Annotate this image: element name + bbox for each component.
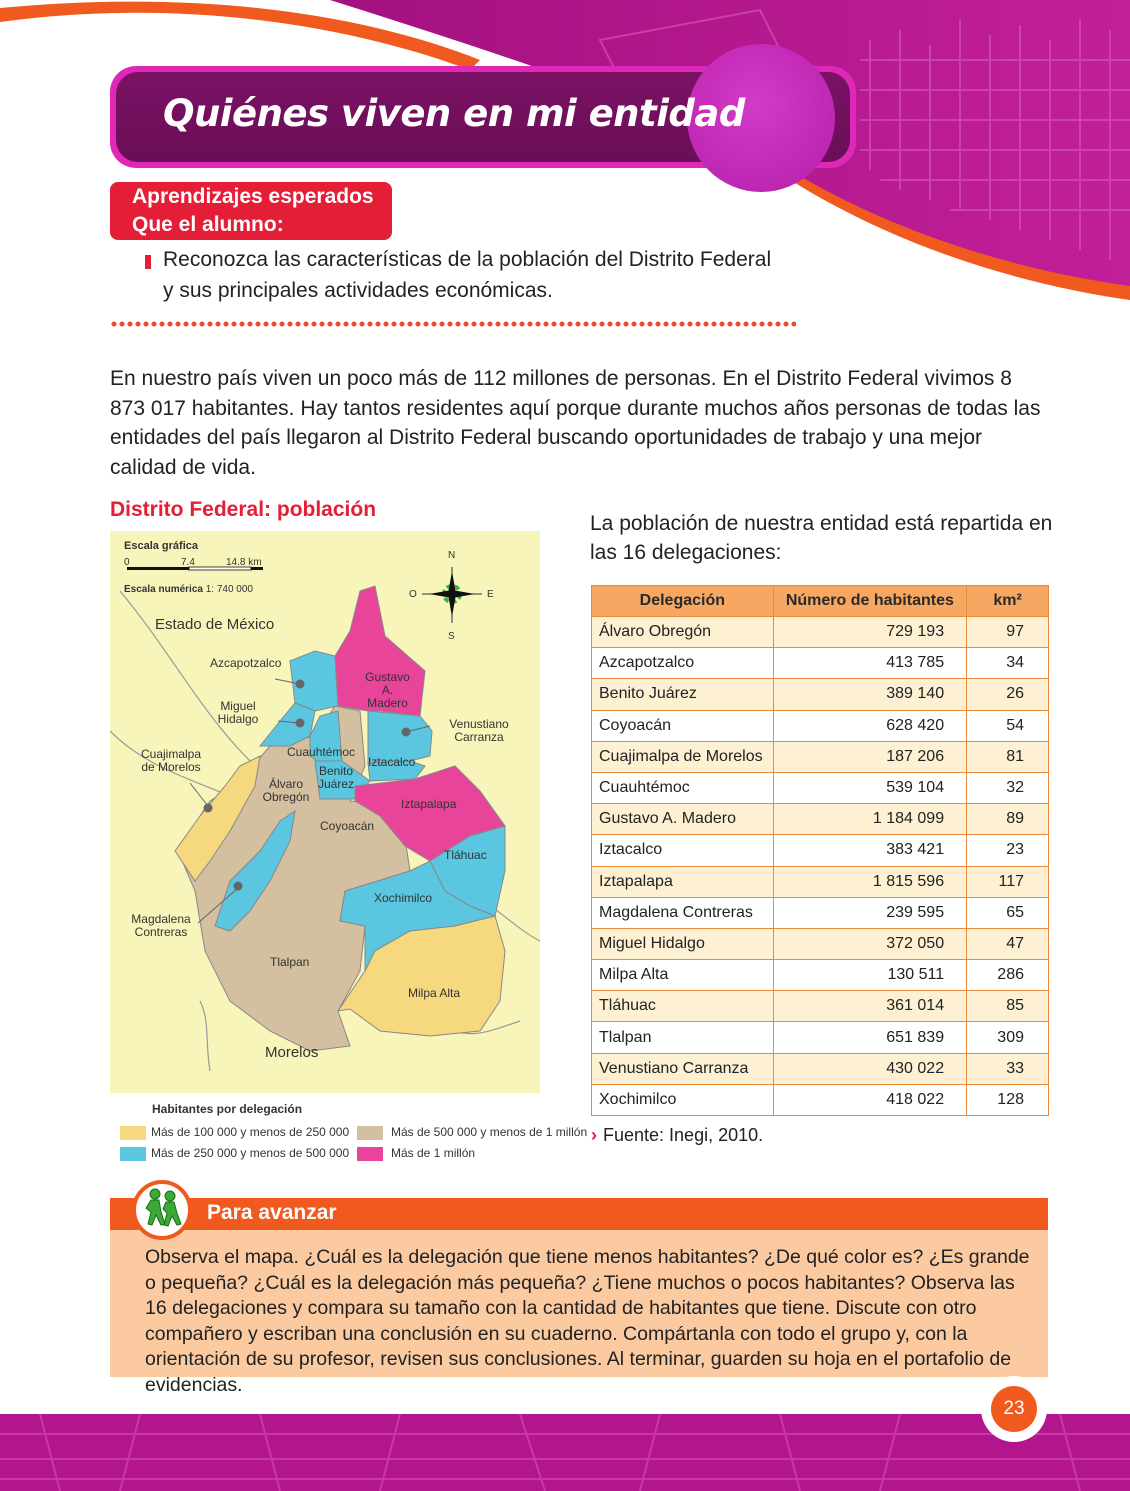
cell-habitantes: 372 050	[773, 928, 966, 959]
legend-item-1: Más de 100 000 y menos de 250 000	[151, 1125, 350, 1139]
table-row	[592, 710, 1049, 741]
table-row	[592, 772, 1049, 803]
label-cuauhtemoc: Cuauhtémoc	[287, 745, 356, 759]
label-coyoacan: Coyoacán	[320, 819, 375, 833]
cell-delegacion: Coyoacán	[592, 710, 774, 741]
label-mh-1: Miguel	[220, 699, 256, 713]
table-header-row	[592, 586, 1049, 617]
page-title: Quiénes viven en mi entidad	[163, 92, 745, 135]
para-avanzar-title: Para avanzar	[207, 1201, 337, 1224]
table-row	[592, 897, 1049, 928]
cell-km2: 81	[967, 741, 1049, 772]
table-row	[592, 928, 1049, 959]
cell-habitantes: 361 014	[773, 991, 966, 1022]
legend-swatch-blue	[120, 1147, 146, 1161]
table-row	[592, 741, 1049, 772]
compass-west: O	[409, 589, 417, 600]
label-mc-2: Contreras	[134, 925, 188, 939]
cell-habitantes: 1 184 099	[773, 804, 966, 835]
learning-goal-line-1: Reconozca las características de la población del Distrito Federal	[163, 248, 772, 271]
dotted-divider	[110, 321, 796, 327]
cell-km2: 97	[967, 617, 1049, 648]
legend-title: Habitantes por delegación	[152, 1102, 303, 1116]
label-ao-1: Álvaro	[268, 777, 303, 791]
table-row	[592, 1084, 1049, 1115]
intro-paragraph: En nuestro país viven un poco más de 112 millones de personas. En el Distrito Federal vivimos 8 873 017 habitantes. Hay tantos residentes aquí porque durante muchos años personas de todas las entidades del país llegaron al Distrito Federal buscando oportunidades de trabajo y una mejor calidad de vida.	[110, 367, 1041, 479]
label-tlalpan: Tlalpan	[270, 955, 310, 969]
cell-km2: 47	[967, 928, 1049, 959]
cell-km2: 89	[967, 804, 1049, 835]
header-habitantes: Número de habitantes	[773, 586, 966, 617]
learning-goal-line-2: y sus principales actividades económicas.	[163, 279, 553, 302]
cell-km2: 286	[967, 960, 1049, 991]
para-avanzar-text: Observa el mapa. ¿Cuál es la delegación que tiene menos habitantes? ¿De qué color es? ¿Es grande o pequeña? ¿Cuál es la delegación más pequeña? ¿Tiene muchos o pocos habitantes? Observa las 16 delegaciones y compara su tamaño con la cantidad de habitantes que tiene. Discute con otro compañero y escriban una conclusión en su cuaderno. Compártanla con todo el grupo y, con la orientación de su profesor, revisen sus conclusiones. Al terminar, guarden su hoja en el portafolio de evidencias.	[145, 1246, 1030, 1396]
compass-east: E	[487, 589, 494, 600]
cell-habitantes: 628 420	[773, 710, 966, 741]
bottom-decoration	[0, 1414, 1130, 1491]
cell-delegacion: Álvaro Obregón	[592, 617, 774, 648]
cell-delegacion: Tláhuac	[592, 991, 774, 1022]
label-xochimilco: Xochimilco	[374, 891, 433, 905]
table-row	[592, 866, 1049, 897]
label-tlahuac: Tláhuac	[444, 848, 487, 862]
scale-tick-2: 14.8 km	[226, 557, 262, 568]
label-gam-2: A. Madero	[367, 683, 408, 710]
cell-delegacion: Venustiano Carranza	[592, 1053, 774, 1084]
scale-numeric-label: Escala numérica	[124, 584, 203, 595]
cell-habitantes: 389 140	[773, 679, 966, 710]
table-row	[592, 804, 1049, 835]
label-cuaji-1: Cuajimalpa	[140, 747, 202, 761]
cell-habitantes: 1 815 596	[773, 866, 966, 897]
cell-km2: 26	[967, 679, 1049, 710]
cell-km2: 128	[967, 1084, 1049, 1115]
page-number: 23	[991, 1386, 1037, 1432]
cell-km2: 309	[967, 1022, 1049, 1053]
label-vc-2: Carranza	[454, 730, 504, 744]
legend-swatch-tan	[357, 1126, 383, 1140]
compass-south: S	[448, 631, 455, 642]
cell-delegacion: Magdalena Contreras	[592, 897, 774, 928]
cell-delegacion: Xochimilco	[592, 1084, 774, 1115]
cell-delegacion: Cuajimalpa de Morelos	[592, 741, 774, 772]
cell-habitantes: 539 104	[773, 772, 966, 803]
scale-tick-1: 7.4	[181, 557, 195, 568]
population-map	[110, 531, 540, 1093]
cell-delegacion: Azcapotzalco	[592, 648, 774, 679]
label-morelos: Morelos	[265, 1044, 319, 1061]
table-row	[592, 648, 1049, 679]
table-row	[592, 835, 1049, 866]
label-vc-1: Venustiano	[449, 717, 509, 731]
cell-habitantes: 383 421	[773, 835, 966, 866]
table-row	[592, 991, 1049, 1022]
cell-km2: 65	[967, 897, 1049, 928]
header-km2: km²	[967, 586, 1049, 617]
cell-km2: 117	[967, 866, 1049, 897]
cell-delegacion: Iztapalapa	[592, 866, 774, 897]
cell-km2: 54	[967, 710, 1049, 741]
table-row	[592, 1053, 1049, 1084]
label-iztacalco: Iztacalco	[368, 755, 416, 769]
two-kids-walking-icon	[132, 1180, 192, 1240]
population-table	[591, 585, 1049, 1116]
label-estado-mexico: Estado de México	[155, 616, 275, 633]
cell-delegacion: Miguel Hidalgo	[592, 928, 774, 959]
legend-swatch-yellow	[120, 1126, 146, 1140]
cell-habitantes: 430 022	[773, 1053, 966, 1084]
label-ao-2: Obregón	[262, 790, 310, 804]
source-text: Fuente: Inegi, 2010.	[603, 1125, 764, 1145]
cell-delegacion: Cuauhtémoc	[592, 772, 774, 803]
chevron-right-icon: ›	[591, 1125, 597, 1145]
legend-item-3: Más de 500 000 y menos de 1 millón	[391, 1125, 588, 1139]
cell-km2: 32	[967, 772, 1049, 803]
map-title: Distrito Federal: población	[110, 498, 377, 521]
cell-habitantes: 651 839	[773, 1022, 966, 1053]
compass-rose-icon	[422, 567, 482, 623]
cell-habitantes: 130 511	[773, 960, 966, 991]
label-azcapotzalco: Azcapotzalco	[210, 656, 282, 670]
cell-km2: 33	[967, 1053, 1049, 1084]
cell-km2: 34	[967, 648, 1049, 679]
label-mc-1: Magdalena	[131, 912, 191, 926]
label-bj-2: Juárez	[317, 777, 355, 791]
compass-north: N	[448, 550, 456, 561]
label-cuaji-2: de Morelos	[141, 760, 201, 774]
cell-km2: 85	[967, 991, 1049, 1022]
label-bj-1: Benito	[318, 764, 354, 778]
cell-habitantes: 239 595	[773, 897, 966, 928]
table-row	[592, 1022, 1049, 1053]
header-delegacion: Delegación	[592, 586, 774, 617]
table-row	[592, 679, 1049, 710]
scale-tick-0: 0	[124, 557, 130, 568]
table-row	[592, 617, 1049, 648]
cell-delegacion: Gustavo A. Madero	[592, 804, 774, 835]
table-row	[592, 960, 1049, 991]
table-source	[591, 1125, 763, 1146]
legend-swatch-pink	[357, 1147, 383, 1161]
learning-goals-title: Aprendizajes esperados	[132, 185, 374, 208]
legend-item-2: Más de 250 000 y menos de 500 000	[151, 1146, 350, 1160]
scale-title: Escala gráfica	[124, 540, 198, 552]
cell-km2: 23	[967, 835, 1049, 866]
cell-delegacion: Iztacalco	[592, 835, 774, 866]
learning-goals-subtitle: Que el alumno:	[132, 213, 284, 236]
cell-habitantes: 729 193	[773, 617, 966, 648]
legend-item-4: Más de 1 millón	[391, 1146, 476, 1160]
label-iztapalapa: Iztapalapa	[401, 797, 457, 811]
cell-habitantes: 418 022	[773, 1084, 966, 1115]
cell-delegacion: Tlalpan	[592, 1022, 774, 1053]
label-gam-1: Gustavo	[365, 670, 410, 684]
table-intro: La población de nuestra entidad está repartida en las 16 delegaciones:	[590, 512, 1053, 564]
cell-habitantes: 187 206	[773, 741, 966, 772]
bullet-marker	[145, 255, 151, 269]
cell-delegacion: Benito Juárez	[592, 679, 774, 710]
label-mh-2: Hidalgo	[217, 712, 259, 726]
scale-numeric-value: 1: 740 000	[205, 584, 253, 595]
cell-delegacion: Milpa Alta	[592, 960, 774, 991]
label-milpa-alta: Milpa Alta	[408, 986, 461, 1000]
cell-habitantes: 413 785	[773, 648, 966, 679]
